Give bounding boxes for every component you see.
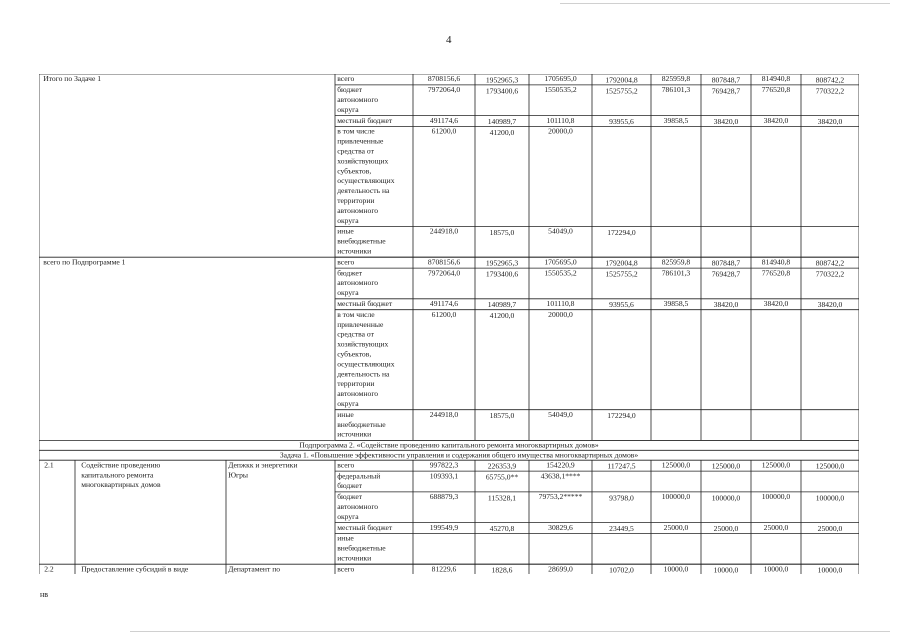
amount-cell: 1792004,8 bbox=[605, 75, 638, 85]
amount-cell: 825959,8 bbox=[661, 74, 691, 84]
amount-cell: 769428,7 bbox=[711, 86, 741, 96]
funding-source-label: внебюджетные bbox=[337, 419, 386, 429]
amount-cell: 786101,3 bbox=[661, 268, 691, 278]
scan-artifact-top bbox=[560, 3, 890, 4]
amount-cell: 1705695,0 bbox=[544, 257, 577, 267]
funding-source-label: иные bbox=[337, 226, 354, 236]
funding-source-label: округа bbox=[337, 399, 359, 408]
funding-source-label: округа bbox=[337, 215, 359, 225]
amount-cell: 25000,0 bbox=[663, 522, 689, 532]
table-grid bbox=[39, 74, 859, 574]
amount-cell: 81229,6 bbox=[431, 564, 457, 574]
amount-cell: 25000,0 bbox=[713, 524, 739, 533]
amount-cell: 20000,0 bbox=[548, 126, 573, 136]
amount-cell: 23449,5 bbox=[609, 524, 634, 533]
amount-cell: 8708156,6 bbox=[427, 257, 461, 267]
funding-source-label: внебюджетные bbox=[337, 236, 386, 246]
amount-cell: 38420,0 bbox=[763, 115, 789, 125]
funding-source-label: источники bbox=[337, 246, 372, 256]
amount-cell: 39858,5 bbox=[663, 299, 689, 308]
funding-source-label: всего bbox=[337, 564, 355, 574]
funding-source-label: всего bbox=[337, 257, 355, 267]
amount-cell: 43638,1**** bbox=[540, 471, 581, 481]
funding-source-label: всего bbox=[337, 460, 355, 470]
item-name: Содействие проведению bbox=[81, 460, 161, 470]
amount-cell: 172294,0 bbox=[607, 411, 636, 421]
amount-cell: 93955,6 bbox=[609, 117, 634, 126]
amount-cell: 776520,8 bbox=[761, 85, 791, 95]
funding-source-label: средства от bbox=[337, 146, 374, 156]
funding-source-label: иные bbox=[337, 533, 354, 543]
amount-cell: 10000,0 bbox=[817, 565, 843, 574]
item-name: многоквартирных домов bbox=[81, 480, 161, 490]
funding-source-label: источники bbox=[337, 553, 372, 563]
amount-cell: 776520,8 bbox=[761, 268, 791, 278]
amount-cell: 491174,6 bbox=[429, 115, 459, 125]
footer-mark: нв bbox=[40, 590, 49, 599]
funding-source-label: автономного bbox=[337, 502, 379, 511]
amount-cell: 1952965,3 bbox=[485, 75, 519, 85]
item-name: капитального ремонта bbox=[81, 470, 154, 480]
funding-source-label: автономного bbox=[337, 205, 379, 215]
amount-cell: 38420,0 bbox=[817, 300, 843, 310]
amount-cell: 125000,0 bbox=[761, 460, 791, 470]
funding-source-label: округа bbox=[337, 511, 359, 521]
amount-cell: 100000,0 bbox=[815, 493, 845, 503]
scan-artifact-bottom bbox=[130, 631, 890, 632]
amount-cell: 7972064,0 bbox=[427, 85, 461, 95]
amount-cell: 125000,0 bbox=[711, 461, 741, 471]
amount-cell: 1792004,8 bbox=[605, 258, 638, 268]
amount-cell: 38420,0 bbox=[713, 300, 739, 310]
amount-cell: 28699,0 bbox=[548, 564, 573, 574]
funding-source-label: источники bbox=[337, 429, 372, 439]
amount-cell: 244918,0 bbox=[429, 226, 459, 236]
block-label: всего по Подпрограмме 1 bbox=[43, 257, 126, 267]
funding-source-label: автономного bbox=[337, 278, 379, 288]
amount-cell: 1952965,3 bbox=[485, 258, 519, 268]
amount-cell: 10702,0 bbox=[609, 565, 634, 574]
funding-source-label: местный бюджет bbox=[337, 115, 393, 125]
amount-cell: 10000,0 bbox=[713, 565, 739, 574]
amount-cell: 54049,0 bbox=[548, 226, 573, 236]
amount-cell: 770322,2 bbox=[815, 269, 845, 279]
funding-source-label: хозяйствующих bbox=[337, 339, 389, 349]
amount-cell: 808742,2 bbox=[815, 258, 845, 268]
amount-cell: 93798,0 bbox=[609, 493, 634, 503]
amount-cell: 38420,0 bbox=[713, 117, 739, 126]
amount-cell: 41200,0 bbox=[489, 127, 515, 137]
funding-source-label: внебюджетные bbox=[337, 543, 386, 553]
amount-cell: 109393,1 bbox=[429, 471, 459, 481]
funding-source-label: осуществляющих bbox=[337, 176, 395, 186]
amount-cell: 25000,0 bbox=[817, 524, 843, 533]
amount-cell: 814940,8 bbox=[761, 257, 791, 267]
amount-cell: 93955,6 bbox=[609, 300, 634, 310]
funding-source-label: округа bbox=[337, 104, 359, 114]
amount-cell: 1525755,2 bbox=[605, 86, 638, 96]
amount-cell: 814940,8 bbox=[761, 74, 791, 84]
amount-cell: 1525755,2 bbox=[605, 269, 638, 279]
item-executor: Департамент по bbox=[228, 564, 281, 574]
amount-cell: 10000,0 bbox=[663, 564, 689, 574]
funding-source-label: бюджет bbox=[337, 492, 363, 502]
amount-cell: 101110,8 bbox=[546, 299, 575, 308]
funding-source-label: территории bbox=[337, 196, 375, 205]
funding-source-label: всего bbox=[337, 74, 355, 84]
amount-cell: 10000,0 bbox=[763, 564, 789, 574]
block-label: Итого по Задаче 1 bbox=[43, 74, 102, 84]
amount-cell: 807848,7 bbox=[711, 258, 741, 268]
amount-cell: 41200,0 bbox=[489, 311, 515, 321]
amount-cell: 154220,9 bbox=[546, 460, 575, 470]
amount-cell: 25000,0 bbox=[763, 522, 789, 532]
amount-cell: 20000,0 bbox=[548, 309, 573, 319]
amount-cell: 770322,2 bbox=[815, 86, 845, 96]
item-executor: Депжкк и энергетики bbox=[228, 460, 298, 470]
amount-cell: 1550535,2 bbox=[544, 268, 577, 278]
amount-cell: 808742,2 bbox=[815, 75, 845, 85]
funding-source-label: субъектов, bbox=[337, 166, 372, 176]
funding-source-label: деятельность на bbox=[337, 369, 390, 379]
amount-cell: 140989,7 bbox=[487, 117, 517, 126]
amount-cell: 1705695,0 bbox=[544, 74, 577, 84]
amount-cell: 807848,7 bbox=[711, 75, 741, 85]
funding-source-label: автономного bbox=[337, 389, 379, 399]
funding-source-label: бюджет bbox=[337, 268, 363, 278]
amount-cell: 45270,8 bbox=[489, 524, 515, 533]
funding-source-label: округа bbox=[337, 288, 359, 298]
funding-source-label: бюджет bbox=[337, 481, 363, 491]
amount-cell: 786101,3 bbox=[661, 85, 691, 95]
item-number: 2.1 bbox=[44, 460, 54, 470]
task-title: Задача 1. «Повышение эффективности управления и содержания общего имущества многоквартирных домов» bbox=[279, 450, 639, 460]
amount-cell: 125000,0 bbox=[815, 461, 845, 471]
amount-cell: 115328,1 bbox=[487, 493, 517, 503]
funding-source-label: средства от bbox=[337, 329, 374, 339]
amount-cell: 997822,3 bbox=[429, 460, 459, 470]
amount-cell: 688879,3 bbox=[429, 492, 459, 502]
amount-cell: 100000,0 bbox=[761, 492, 791, 502]
amount-cell: 244918,0 bbox=[429, 409, 459, 419]
amount-cell: 101110,8 bbox=[546, 115, 575, 125]
funding-source-label: хозяйствующих bbox=[337, 156, 389, 166]
amount-cell: 79753,2***** bbox=[538, 492, 583, 502]
funding-source-label: привлеченные bbox=[337, 136, 384, 146]
subprogram-title: Подпрограмма 2. «Содействие проведению капитального ремонта многоквартирных домов» bbox=[299, 440, 599, 450]
amount-cell: 1793400,6 bbox=[485, 269, 519, 279]
funding-source-label: осуществляющих bbox=[337, 359, 395, 369]
amount-cell: 61200,0 bbox=[431, 126, 457, 136]
amount-cell: 769428,7 bbox=[711, 269, 741, 279]
amount-cell: 172294,0 bbox=[607, 227, 636, 237]
budget-table bbox=[39, 74, 859, 574]
amount-cell: 38420,0 bbox=[763, 299, 789, 308]
amount-cell: 18575,0 bbox=[489, 411, 515, 421]
funding-source-label: в том числе bbox=[337, 126, 375, 136]
amount-cell: 117247,5 bbox=[607, 461, 636, 471]
item-number: 2.2 bbox=[44, 564, 54, 574]
amount-cell: 491174,6 bbox=[429, 299, 459, 308]
amount-cell: 1828,6 bbox=[491, 565, 513, 574]
funding-source-label: местный бюджет bbox=[337, 299, 393, 308]
item-executor: Югры bbox=[228, 470, 249, 480]
funding-source-label: привлеченные bbox=[337, 319, 384, 329]
funding-source-label: федеральный bbox=[337, 471, 381, 481]
amount-cell: 1793400,6 bbox=[485, 86, 519, 96]
amount-cell: 7972064,0 bbox=[427, 268, 461, 278]
amount-cell: 39858,5 bbox=[663, 115, 689, 125]
amount-cell: 38420,0 bbox=[817, 117, 843, 126]
amount-cell: 18575,0 bbox=[489, 227, 515, 237]
amount-cell: 100000,0 bbox=[711, 493, 741, 503]
funding-source-label: субъектов, bbox=[337, 349, 372, 359]
amount-cell: 125000,0 bbox=[661, 460, 691, 470]
page-number: 4 bbox=[446, 34, 452, 46]
amount-cell: 54049,0 bbox=[548, 409, 573, 419]
amount-cell: 226353,9 bbox=[487, 461, 517, 471]
item-name: Предоставление субсидий в виде bbox=[81, 564, 189, 574]
funding-source-label: местный бюджет bbox=[337, 522, 393, 532]
amount-cell: 140989,7 bbox=[487, 300, 517, 310]
funding-source-label: бюджет bbox=[337, 85, 363, 95]
amount-cell: 199549,9 bbox=[429, 522, 459, 532]
amount-cell: 1550535,2 bbox=[544, 85, 577, 95]
funding-source-label: в том числе bbox=[337, 309, 375, 319]
funding-source-label: деятельность на bbox=[337, 186, 390, 196]
amount-cell: 65755,0** bbox=[485, 472, 519, 482]
amount-cell: 825959,8 bbox=[661, 257, 691, 267]
funding-source-label: иные bbox=[337, 409, 354, 419]
amount-cell: 100000,0 bbox=[661, 492, 691, 502]
funding-source-label: автономного bbox=[337, 95, 379, 104]
funding-source-label: территории bbox=[337, 379, 375, 389]
amount-cell: 30829,6 bbox=[548, 522, 573, 532]
amount-cell: 61200,0 bbox=[431, 309, 457, 319]
amount-cell: 8708156,6 bbox=[427, 74, 461, 84]
